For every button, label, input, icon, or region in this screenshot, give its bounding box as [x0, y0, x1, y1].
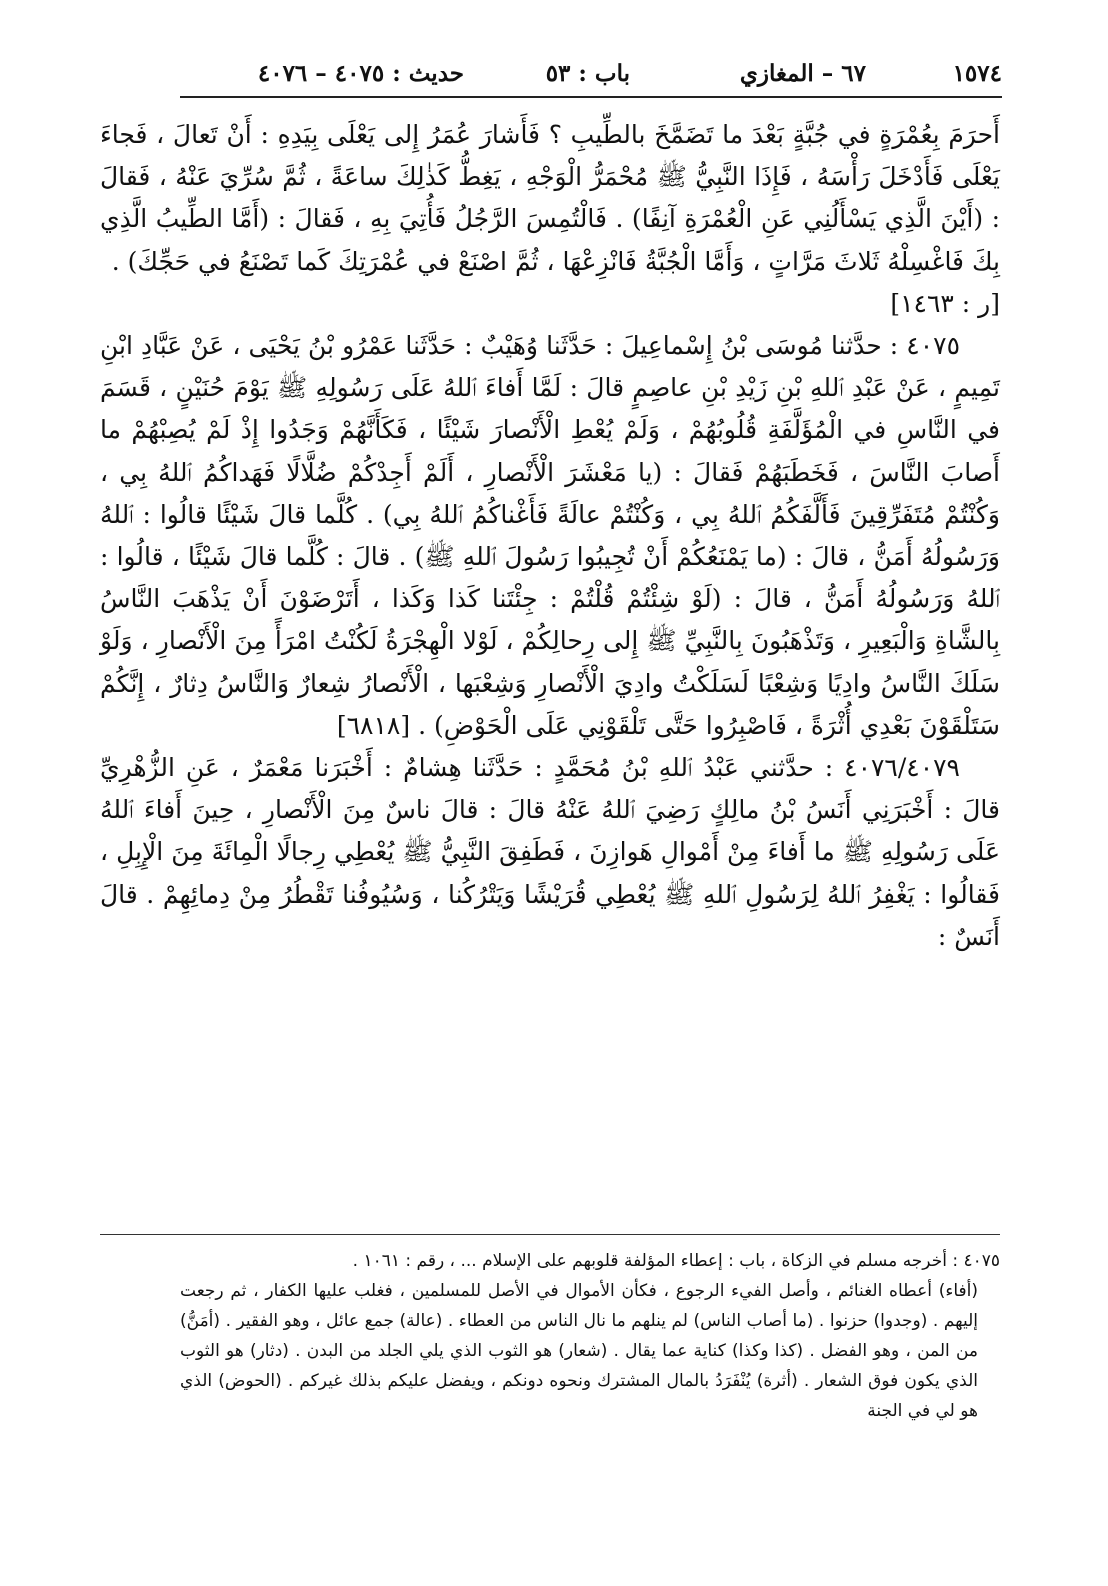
hadith-range: حديث : ٤٠٧٥ – ٤٠٧٦	[257, 60, 464, 87]
book-title: ٦٧ – المغازي	[739, 60, 866, 87]
hadith-continuation: أَحرَمَ بِعُمْرَةٍ في جُبَّةٍ بَعْدَ ما تَضَمَّخَ بالطِّيبِ ؟ فَأَشارَ عُمَرُ إِلى يَعْلَى بِيَدِهِ : أَنْ تَعالَ ، فَجاءَ يَعْلَى فَأَدْخَلَ رَأْسَهُ ، فَإِذَا النَّبِيُّ ﷺ مُحْمَرُّ الْوَجْهِ ، يَغِطُّ كَذٰلِكَ ساعَةً ، ثُمَّ سُرِّيَ عَنْهُ ، فَقالَ : (أَيْنَ الَّذِي يَسْأَلُنِي عَنِ الْعُمْرَةِ آنِفًا) . فَالْتُمِسَ الرَّجُلُ فَأُتِيَ بِهِ ، فَقالَ : (أَمَّا الطِّيبُ الَّذِي بِكَ فَاغْسِلْهُ ثَلاثَ مَرَّاتٍ ، وَأَمَّا الْجُبَّةُ فَانْزِعْهَا ، ثُمَّ اصْنَعْ في عُمْرَتِكَ كَما تَصْنَعُ في حَجِّكَ) .	[100, 120, 1000, 276]
page-number: ١٥٧٤	[952, 60, 1002, 87]
chapter-number: باب : ٥٣	[545, 60, 630, 87]
hadith-4075	[100, 325, 1000, 747]
cross-reference: [ر : ١٤٦٣]	[890, 288, 1000, 318]
footnote-glossary: (أفاء) أعطاه الغنائم ، وأصل الفيء الرجوع ، فكأن الأموال في الأصل للمسلمين ، فغلب عليها الكفار ، ثم رجعت إليهم . (وجدوا) حزنوا . (ما أصاب الناس) لم ينلهم ما نال الناس من العطاء . (عالة) جمع عائل ، وهو الفقير . (أمَنُّ) من المن ، وهو الفضل . (كذا وكذا) كناية عما يقال . (شعار) هو الثوب الذي يلي الجلد من البدن . (دثار) هو الثوب الذي يكون فوق الشعار . (أثرة) يُنْفَرَدُ بالمال المشترك ونحوه دونكم ، ويفضل عليكم بذلك غيركم . (الحوض) الذي هو لي في الجنة	[180, 1281, 978, 1421]
main-text	[100, 114, 1000, 958]
running-header	[180, 56, 1002, 98]
footnote-divider	[100, 1234, 1000, 1235]
cross-reference: [٦٨١٨]	[336, 710, 411, 740]
footnotes	[140, 1246, 1000, 1426]
footnote-takhrij: ٤٠٧٥ : أخرجه مسلم في الزكاة ، باب : إعطاء المؤلفة قلوبهم على الإسلام ... ، رقم : ١٠٦١ .	[352, 1251, 1000, 1271]
hadith-4075-text: ٤٠٧٥ : حدَّثنا مُوسَى بْنُ إِسْماعِيلَ : حَدَّثَنا وُهَيْبٌ : حَدَّثَنا عَمْرُو بْنُ يَحْيَى ، عَنْ عَبَّادِ ابْنِ تَمِيمٍ ، عَنْ عَبْدِ ٱللهِ بْنِ زَيْدِ بْنِ عاصِمٍ قالَ : لَمَّا أَفاءَ ٱللهُ عَلَى رَسُولِهِ ﷺ يَوْمَ حُنَيْنٍ ، قَسَمَ في النَّاسِ في الْمُؤَلَّفَةِ قُلُوبُهُمْ ، وَلَمْ يُعْطِ الْأَنْصارَ شَيْئًا ، فَكَأَنَّهُمْ وَجَدُوا إِذْ لَمْ يُصِبْهُمْ ما أَصابَ النَّاسَ ، فَخَطَبَهُمْ فَقالَ : (يا مَعْشَرَ الْأَنْصارِ ، أَلَمْ أَجِدْكُمْ ضُلَّالًا فَهَداكُمُ ٱللهُ بِي ، وَكُنْتُمْ مُتَفَرِّقِينَ فَأَلَّفَكُمُ ٱللهُ بِي ، وَكُنْتُمْ عالَةً فَأَغْناكُمُ ٱللهُ بِي) . كُلَّما قالَ شَيْئًا قالُوا : ٱللهُ وَرَسُولُهُ أَمَنُّ ، قالَ : (ما يَمْنَعُكُمْ أَنْ تُجِيبُوا رَسُولَ ٱللهِ ﷺ) . قالَ : كُلَّما قالَ شَيْئًا ، قالُوا : ٱللهُ وَرَسُولُهُ أَمَنُّ ، قالَ : (لَوْ شِئْتُمْ قُلْتُمْ : جِئْتَنا كَذا وَكَذا ، أَتَرْضَوْنَ أَنْ يَذْهَبَ النَّاسُ بِالشَّاةِ وَالْبَعِيرِ ، وَتَذْهَبُونَ بِالنَّبِيِّ ﷺ إِلى رِحالِكُمْ ، لَوْلا الْهِجْرَةُ لَكُنْتُ امْرَأً مِنَ الْأَنْصارِ ، وَلَوْ سَلَكَ النَّاسُ وادِيًا وَشِعْبًا لَسَلَكْتُ وادِيَ الْأَنْصارِ وَشِعْبَها ، الْأَنْصارُ شِعارٌ وَالنَّاسُ دِثارٌ ، إِنَّكُمْ سَتَلْقَوْنَ بَعْدِي أُثْرَةً ، فَاصْبِرُوا حَتَّى تَلْقَوْنِي عَلَى الْحَوْضِ) .	[100, 331, 1000, 740]
hadith-4076: ٤٠٧٦/٤٠٧٩ : حدَّثني عَبْدُ ٱللهِ بْنُ مُحَمَّدٍ : حَدَّثَنا هِشامٌ : أَخْبَرَنا مَعْمَرٌ ، عَنِ الزُّهْرِيِّ قالَ : أَخْبَرَنِي أَنَسُ بْنُ مالِكٍ رَضِيَ ٱللهُ عَنْهُ قالَ : قالَ ناسٌ مِنَ الْأَنْصارِ ، حِينَ أَفاءَ ٱللهُ عَلَى رَسُولِهِ ﷺ ما أَفاءَ مِنْ أَمْوالِ هَوازِنَ ، فَطَفِقَ النَّبِيُّ ﷺ يُعْطِي رِجالًا الْمِائَةَ مِنَ الْإِبِلِ ، فَقالُوا : يَغْفِرُ ٱللهُ لِرَسُولِ ٱللهِ ﷺ يُعْطِي قُرَيْشًا وَيَتْرُكُنا ، وَسُيُوفُنا تَقْطُرُ مِنْ دِمائِهِمْ . قالَ أَنَسٌ :	[100, 753, 1000, 951]
